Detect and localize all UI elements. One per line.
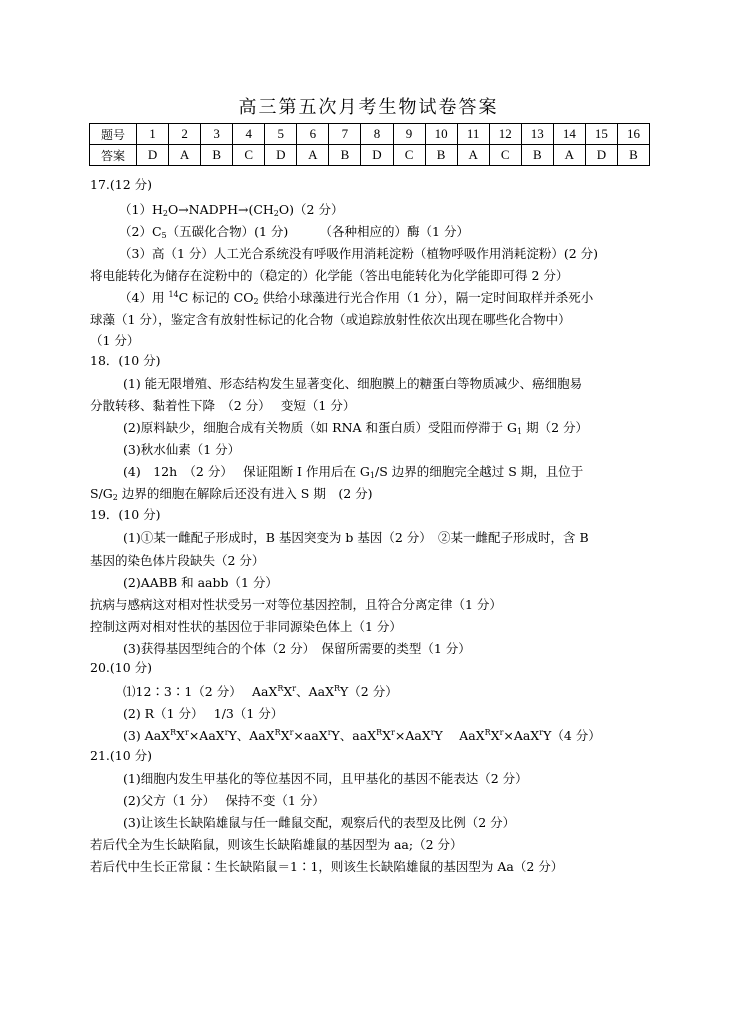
q19-answer-line: 控制这两对相对性状的基因位于非同源染色体上（1 分）: [90, 619, 402, 634]
q20-answer-line: (2) R（1 分） 1/3（1 分）: [123, 706, 284, 721]
q21-answer-line: (3)让该生长缺陷雄鼠与任一雌鼠交配，观察后代的表型及比例（2 分）: [123, 815, 516, 830]
q20-answer-line: ⑴12∶3∶1（2 分） $AaX^RX^r$、AaX$^R$Y（2 分）: [123, 684, 398, 699]
q17-answer-line: （1 分）: [90, 333, 140, 348]
question-number: 8: [361, 124, 393, 145]
q18-answer-line: (3)秋水仙素（1 分）: [123, 442, 241, 457]
allele-superscript: r: [185, 728, 189, 737]
q19-answer-line: (3)获得基因型纯合的个体（2 分） 保留所需要的类型（1 分）: [123, 641, 471, 656]
q17-answer-line: $(1)H_2O\to NADPH\to(CH_2O)(2$ 分）: [119, 202, 344, 218]
question-number: 7: [329, 124, 361, 145]
allele-superscript: r: [224, 728, 229, 737]
answer-cell: D: [137, 145, 169, 166]
answer-cell: D: [585, 145, 617, 166]
question-number: 14: [553, 124, 585, 145]
q19-answer-line: (2)AABB 和 aabb（1 分）: [123, 575, 278, 590]
answer-cell: C: [393, 145, 425, 166]
question-number: 10: [425, 124, 457, 145]
q20-genotype-crosses: [123, 728, 601, 744]
answer-cell: C: [233, 145, 265, 166]
answer-cell: A: [457, 145, 489, 166]
q21-answer-line: (2)父方（1 分） 保持不变（1 分）: [123, 793, 325, 808]
q20-heading: 20.(10 分): [90, 660, 153, 675]
q18-answer-line: (2)原料缺少，细胞合成有关物质（如 RNA 和蛋白质）受阻而停滞于 $G_1$ 期（2 分）: [123, 420, 588, 436]
question-number: 2: [169, 124, 201, 145]
genotype-text: X: [176, 728, 185, 743]
row-label-question: 题号: [90, 124, 137, 145]
answer-cell: B: [521, 145, 553, 166]
allele-superscript: r: [430, 728, 435, 737]
allele-superscript: r: [327, 728, 332, 737]
q17-answer-line: 球藻（1 分），鉴定含有放射性标记的化合物（或追踪放射性依次出现在哪些化合物中）: [90, 312, 571, 327]
q17-answer-line: $(2)C_5$（五碳化合物）(1 分) （各种相应的）酶（1 分）: [119, 224, 469, 240]
answer-cell: A: [553, 145, 585, 166]
genotype-text: Y AaX: [434, 728, 485, 743]
genotype-text: (3) AaX: [123, 728, 171, 743]
genotype-text: X: [382, 728, 392, 743]
q17-heading: 17.(12 分): [90, 177, 153, 192]
q21-answer-line: 若后代全为生长缺陷鼠，则该生长缺陷雄鼠的基因型为 aa;（2 分）: [90, 837, 463, 852]
q18-answer-line: (1) 能无限增殖、形态结构发生显著变化、细胞膜上的糖蛋白等物质减少、癌细胞易: [123, 376, 583, 391]
allele-superscript: R: [376, 728, 383, 737]
q18-heading: 18．(10 分): [90, 353, 161, 368]
allele-superscript: R: [274, 728, 281, 737]
page-title: 高三第五次月考生物试卷答案: [238, 97, 499, 118]
allele-superscript: R: [484, 728, 491, 737]
q17-answer-line: （4）用 $^{14}$C 标记的 $CO_2$ 供给小球藻进行光合作用（1 分），隔一定时间取样并杀死小: [119, 290, 594, 306]
question-number: 9: [393, 124, 425, 145]
question-number: 16: [617, 124, 649, 145]
q19-answer-line: 基因的染色体片段缺失（2 分）: [90, 553, 265, 568]
allele-superscript: r: [539, 728, 544, 737]
question-number: 15: [585, 124, 617, 145]
genotype-text: ×aaX: [293, 728, 328, 743]
answer-cell: A: [169, 145, 201, 166]
genotype-text: ×AaX: [188, 728, 225, 743]
allele-superscript: R: [170, 728, 177, 737]
genotype-text: Y、aaX: [331, 728, 377, 743]
answer-cell: A: [297, 145, 329, 166]
q18-answer-line: (4) 12h （2 分） 保证阻断 I 作用后在 $G_1/S$ 边界的细胞完全越过 S 期，且位于: [123, 464, 584, 480]
q18-answer-line: 分散转移、黏着性下降 （2 分） 变短（1 分）: [90, 398, 356, 413]
genotype-text: ×AaX: [503, 728, 540, 743]
q17-answer-line: 将电能转化为储存在淀粉中的（稳定的）化学能（答出电能转化为化学能即可得 2 分）: [90, 268, 569, 283]
question-number: 4: [233, 124, 265, 145]
q19-answer-line: (1)①某一雌配子形成时，B 基因突变为 b 基因（2 分） ②某一雌配子形成时，含 B: [123, 530, 589, 545]
answer-key-table: [89, 123, 650, 166]
answer-row: [90, 145, 650, 166]
row-label-answer: 答案: [90, 145, 137, 166]
answer-cell: B: [329, 145, 361, 166]
answer-cell: D: [361, 145, 393, 166]
genotype-text: X: [280, 728, 290, 743]
question-number: 11: [457, 124, 489, 145]
allele-superscript: r: [391, 728, 395, 737]
genotype-text: Y、AaX: [228, 728, 275, 743]
answer-cell: B: [617, 145, 649, 166]
question-number: 5: [265, 124, 297, 145]
genotype-text: X: [490, 728, 500, 743]
q21-answer-line: 若后代中生长正常鼠∶生长缺陷鼠＝1∶1，则该生长缺陷雄鼠的基因型为 Aa（2 分）: [90, 859, 564, 874]
answer-cell: B: [201, 145, 233, 166]
question-number: 13: [521, 124, 553, 145]
q18-answer-line: $S/G_2$ 边界的细胞在解除后还没有进入 S 期 (2 分): [90, 486, 373, 502]
genotype-text: ×AaX: [394, 728, 431, 743]
q19-heading: 19．(10 分): [90, 507, 161, 522]
question-number: 1: [137, 124, 169, 145]
question-number-row: [90, 124, 650, 145]
question-number: 12: [489, 124, 521, 145]
answer-cell: D: [265, 145, 297, 166]
answer-cell: C: [489, 145, 521, 166]
genotype-text: Y（4 分）: [543, 728, 601, 743]
question-number: 3: [201, 124, 233, 145]
q21-heading: 21.(10 分): [90, 748, 153, 763]
question-number: 6: [297, 124, 329, 145]
q17-answer-line: （3）高（1 分）人工光合系统没有呼吸作用消耗淀粉（植物呼吸作用消耗淀粉）(2 分): [119, 246, 599, 261]
q19-answer-line: 抗病与感病这对相对性状受另一对等位基因控制，且符合分离定律（1 分）: [90, 597, 502, 612]
allele-superscript: r: [499, 728, 504, 737]
q21-answer-line: (1)细胞内发生甲基化的等位基因不同，且甲基化的基因不能表达（2 分）: [123, 771, 528, 786]
answer-cell: B: [425, 145, 457, 166]
allele-superscript: r: [289, 728, 294, 737]
